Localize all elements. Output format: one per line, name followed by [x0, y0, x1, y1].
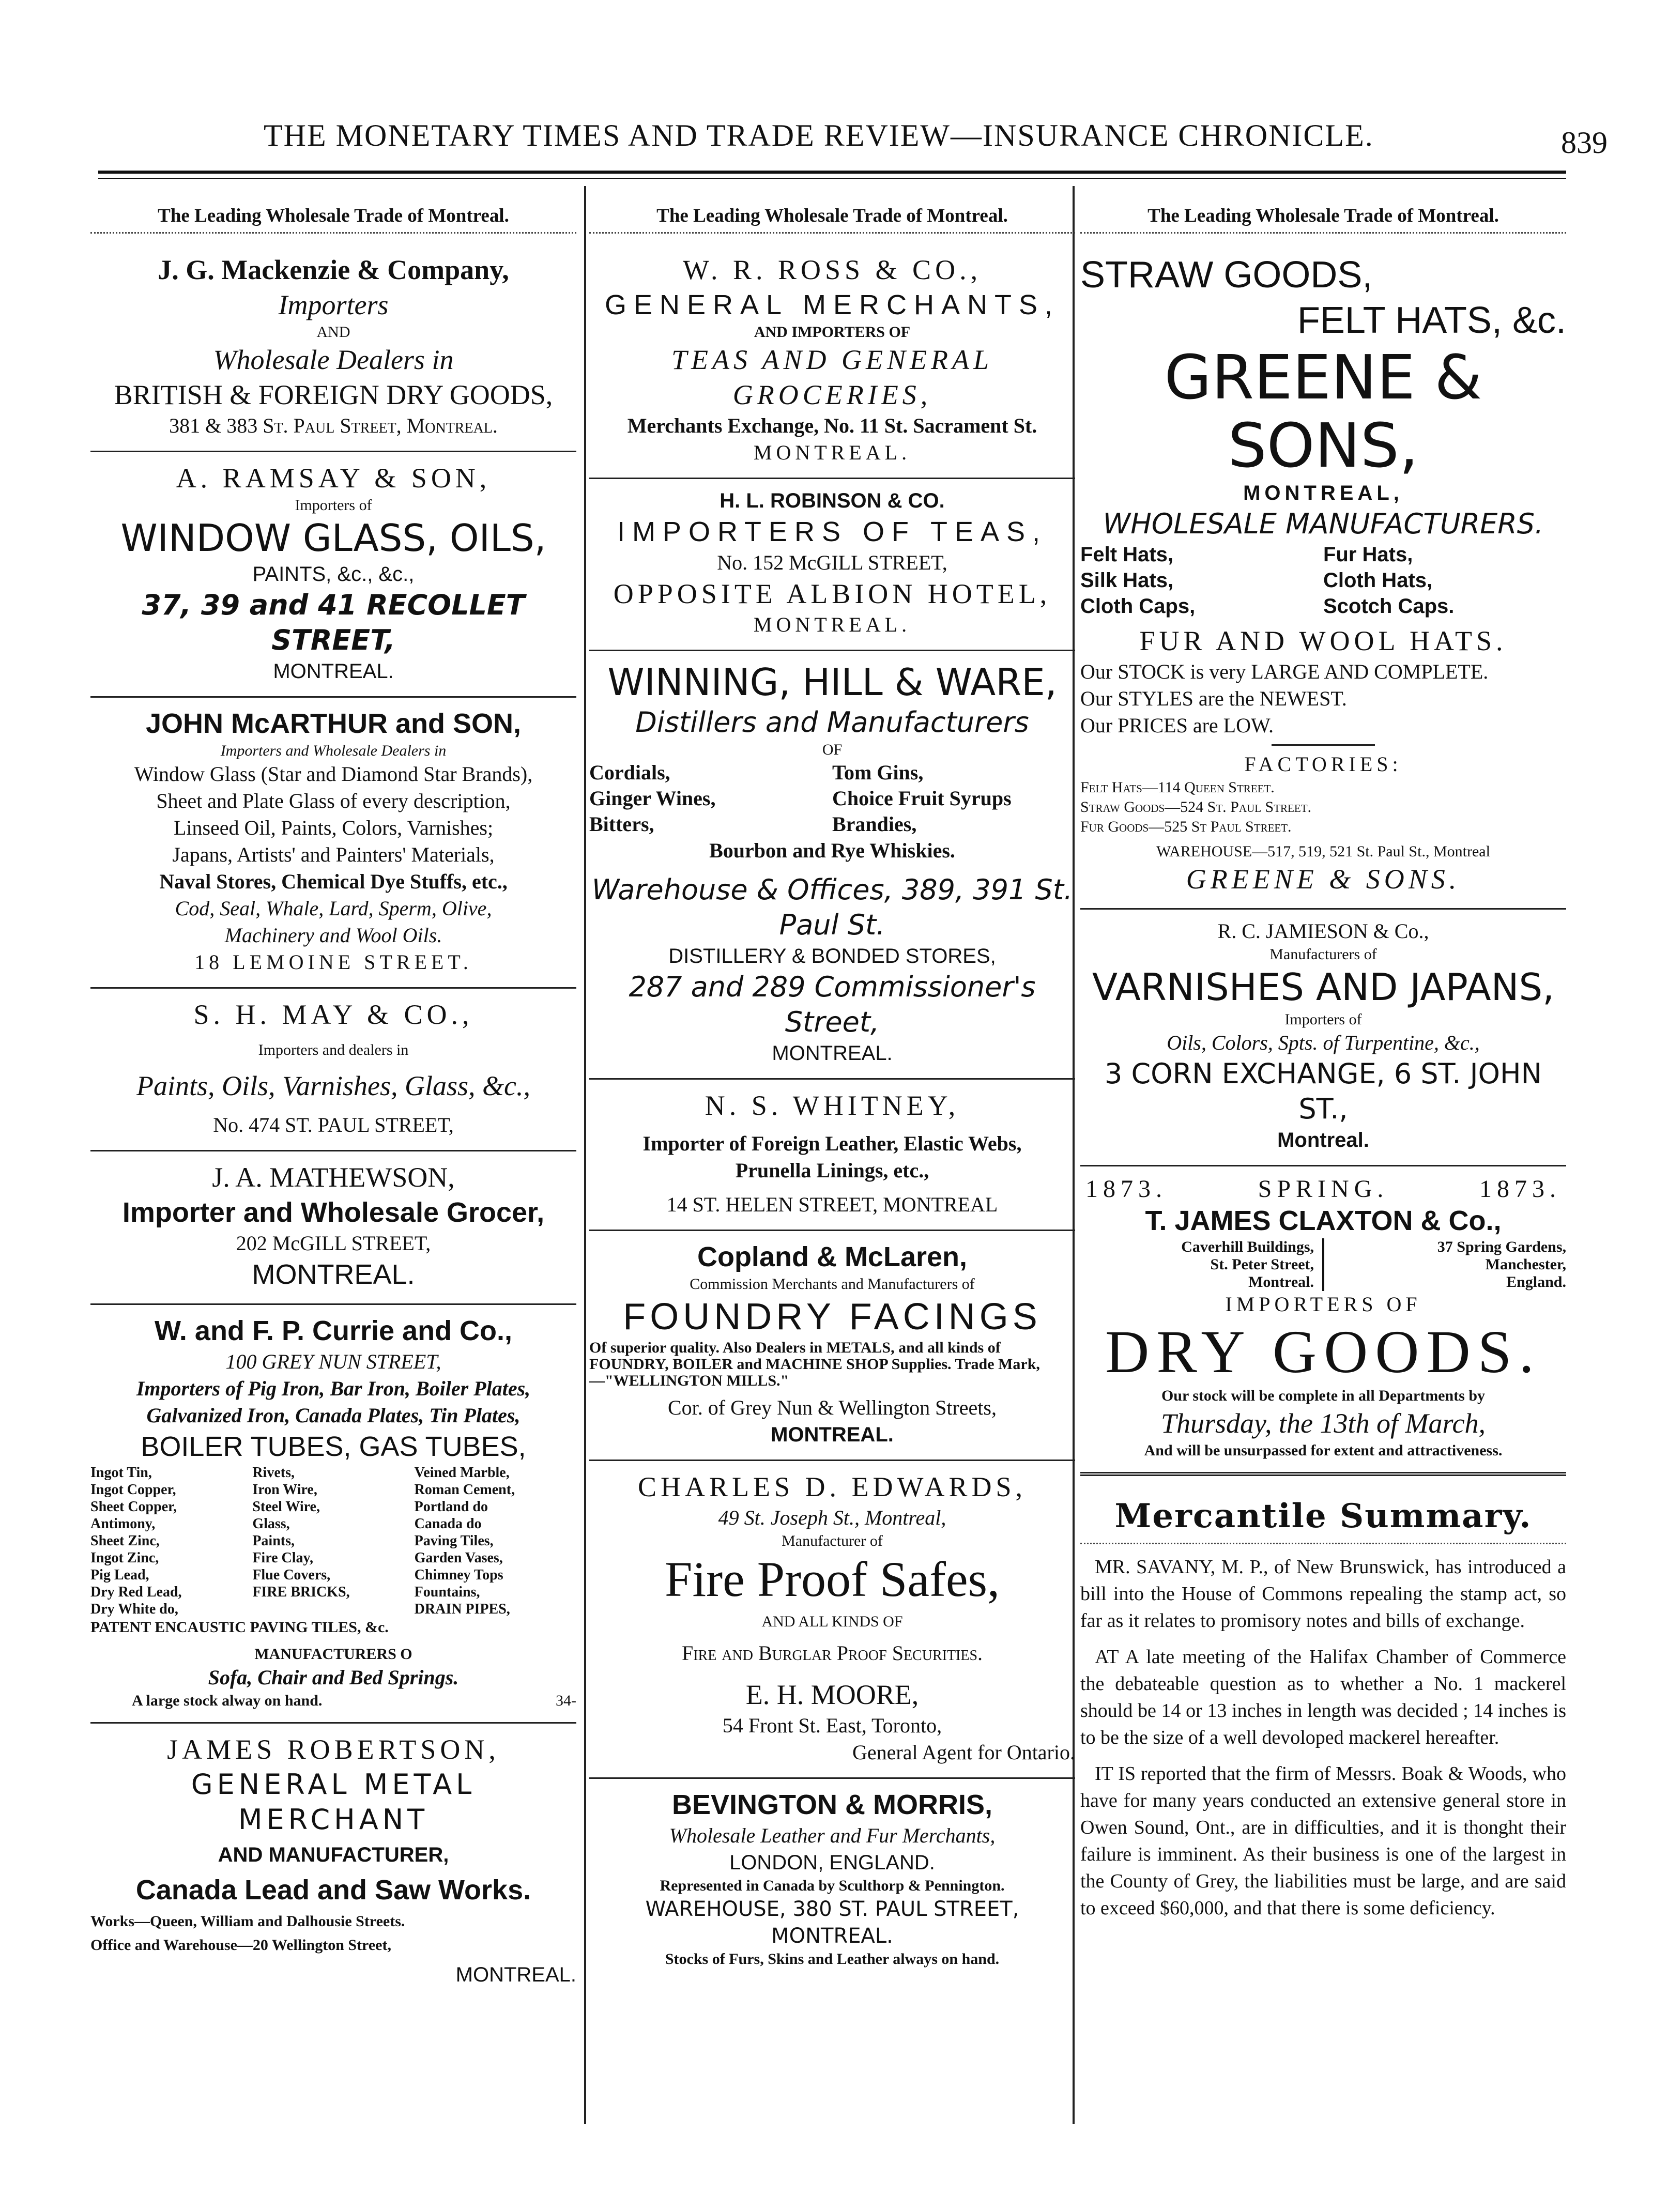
product-item: Ingot Copper,	[90, 1482, 176, 1498]
ad-line: Bourbon and Rye Whiskies.	[709, 839, 955, 862]
ad-line: Sheet and Plate Glass of every description,	[156, 789, 511, 812]
product-item: Ingot Tin,	[90, 1465, 152, 1481]
address-montreal	[1080, 1238, 1322, 1291]
ad-line: Our stock will be complete in all Departments by	[1161, 1387, 1486, 1404]
ad-line: Prunella Linings, etc.,	[735, 1159, 929, 1182]
ad-line: MONTREAL,	[1243, 482, 1403, 504]
product-item: Ginger Wines,	[589, 787, 716, 810]
ad-line: Naval Stores, Chemical Dye Stuffs, etc.,	[159, 870, 508, 893]
address-line: St. Peter Street,	[1210, 1256, 1314, 1273]
ad-line: DISTILLERY & BONDED STORES,	[668, 945, 996, 967]
product-list	[589, 760, 1075, 837]
column-right	[1080, 196, 1566, 1922]
ad-line: Wholesale Dealers in	[213, 344, 454, 375]
product-item: FIRE BRICKS,	[252, 1584, 350, 1600]
mercantile-summary	[1080, 1492, 1566, 1922]
summary-paragraph: AT A late meeting of the Halifax Chamber of Commerce the debateable question as to whether a No. 1 mackerel should be 14 or 13 inches in length was decided ; 14 inches is to be the size of a well devoloped mackerel hereafter.	[1080, 1646, 1566, 1748]
product-item: Dry Red Lead,	[90, 1584, 182, 1600]
ad-line: Fur Goods—525 St Paul Street.	[1080, 818, 1292, 835]
ad-address: No. 152 McGILL STREET,	[717, 551, 947, 574]
ad-mackenzie	[90, 244, 576, 452]
ad-address: 54 Front St. East, Toronto,	[722, 1714, 942, 1737]
ad-line: Sofa, Chair and Bed Springs.	[208, 1666, 459, 1689]
column-heading: The Leading Wholesale Trade of Montreal.	[1080, 196, 1566, 234]
product-item: Veined Marble,	[414, 1465, 510, 1481]
ad-footer	[90, 1691, 576, 1711]
ad-line: Oils, Colors, Spts. of Turpentine, &c.,	[1167, 1031, 1480, 1054]
ad-line: Straw Goods—524 St. Paul Street.	[1080, 798, 1312, 816]
ad-line: Felt Hats—114 Queen Street.	[1080, 779, 1275, 796]
ad-line: Our STOCK is very LARGE AND COMPLETE.	[1080, 660, 1489, 683]
ad-line: Stocks of Furs, Skins and Leather always on hand.	[665, 1950, 1000, 1968]
ad-line: Cod, Seal, Whale, Lard, Sperm, Olive,	[175, 897, 492, 920]
ad-line: AND MANUFACTURER,	[218, 1844, 449, 1866]
ad-line: TEAS AND GENERAL GROCERIES,	[671, 344, 993, 410]
ad-line: 37, 39 and 41 RECOLLET STREET,	[142, 589, 525, 656]
product-item: Scotch Caps.	[1323, 595, 1455, 618]
ad-line: Importers and dealers in	[258, 1041, 409, 1058]
ad-line: Our STYLES are the NEWEST.	[1080, 687, 1347, 710]
ad-line: AND	[316, 324, 350, 341]
ad-line: MONTREAL.	[252, 1259, 415, 1290]
page-header	[98, 118, 1608, 159]
ad-address: 18 LEMOINE STREET.	[194, 950, 472, 974]
ad-line: Wholesale Leather and Fur Merchants,	[669, 1824, 996, 1847]
ad-line: Importer and Wholesale Grocer,	[122, 1197, 545, 1228]
year-label: 1873.	[1085, 1175, 1167, 1203]
ad-line: BOILER TUBES, GAS TUBES,	[141, 1431, 526, 1462]
column-heading: The Leading Wholesale Trade of Montreal.	[589, 196, 1075, 234]
ad-title: WINNING, HILL & WARE,	[607, 660, 1057, 704]
ad-address: 49 St. Joseph St., Montreal,	[718, 1506, 946, 1529]
ad-line: AND ALL KINDS OF	[761, 1613, 903, 1630]
season-label: SPRING.	[1258, 1175, 1389, 1203]
ad-line: E. H. MOORE,	[745, 1679, 919, 1710]
ad-greene	[1080, 244, 1566, 910]
ad-line: MONTREAL.	[753, 441, 911, 464]
ad-robertson	[90, 1724, 576, 2000]
ad-line: Works—Queen, William and Dalhousie Streets.	[90, 1913, 405, 1930]
ad-title: R. C. JAMIESON & Co.,	[1217, 919, 1429, 943]
ad-line: MONTREAL.	[772, 1042, 893, 1065]
ad-line: FUR AND WOOL HATS.	[1139, 625, 1507, 656]
product-item: Canada do	[414, 1516, 482, 1532]
ad-line: STRAW GOODS,	[1080, 254, 1373, 296]
ad-title: N. S. WHITNEY,	[705, 1090, 960, 1121]
product-list	[1080, 542, 1566, 619]
product-item: Felt Hats,	[1080, 543, 1174, 566]
summary-paragraph: IT IS reported that the firm of Messrs. Boak & Woods, who have for many years conducted an extensive general store in Owen Sound, Ont., are in difficulties, and it is thonght their failure is imminent. As their business is one of the largest in the County of Grey, the liabilities must be large, and are said to exceed $60,000, and that there is some deficiency.	[1080, 1763, 1566, 1919]
ad-title: W. and F. P. Currie and Co.,	[154, 1315, 513, 1346]
ad-line: MONTREAL.	[771, 1423, 894, 1446]
ad-line: Our PRICES are LOW.	[1080, 714, 1274, 737]
ad-line: Importers of Pig Iron, Bar Iron, Boiler Plates,	[136, 1377, 531, 1400]
year-label: 1873.	[1479, 1175, 1561, 1203]
product-item: Sheet Copper,	[90, 1499, 177, 1515]
ad-address: No. 474 ST. PAUL STREET,	[213, 1113, 454, 1136]
ad-title: J. G. Mackenzie & Company,	[158, 254, 509, 285]
ad-line: GENERAL METAL MERCHANT	[191, 1768, 476, 1836]
product-item: Iron Wire,	[252, 1482, 317, 1498]
product-item: Portland do	[414, 1499, 488, 1515]
product-item: Paints,	[252, 1533, 295, 1549]
ad-line: AND IMPORTERS OF	[754, 324, 911, 341]
product-item: Paving Tiles,	[414, 1533, 494, 1549]
ad-line: OF	[822, 741, 843, 758]
ad-line: OPPOSITE ALBION HOTEL,	[613, 578, 1051, 609]
ad-winning	[589, 651, 1075, 1080]
ad-title: T. JAMES CLAXTON & Co.,	[1145, 1205, 1502, 1236]
address-line: England.	[1506, 1273, 1566, 1291]
ad-address: Warehouse & Offices, 389, 391 St. Paul St.	[591, 873, 1073, 941]
ad-currie	[90, 1305, 576, 1724]
product-item: Bitters,	[589, 812, 654, 836]
masthead-title: THE MONETARY TIMES AND TRADE REVIEW—INSURANCE CHRONICLE.	[264, 118, 1374, 152]
product-item: Sheet Zinc,	[90, 1533, 160, 1549]
ad-line: General Agent for Ontario.	[852, 1741, 1075, 1764]
column-left	[90, 196, 576, 2000]
ad-address: Cor. of Grey Nun & Wellington Streets,	[668, 1396, 997, 1419]
ad-line: MONTREAL.	[753, 613, 911, 636]
ad-copland	[589, 1231, 1075, 1461]
ad-may	[90, 989, 576, 1151]
ad-line: Importers of	[295, 497, 372, 514]
ad-line: Canada Lead and Saw Works.	[135, 1875, 531, 1906]
ad-ramsay	[90, 452, 576, 698]
ad-ross	[589, 244, 1075, 479]
ad-line: Window Glass (Star and Diamond Star Brands),	[134, 762, 533, 786]
ad-title: W. R. ROSS & CO.,	[682, 254, 982, 285]
ad-address: 100 GREY NUN STREET,	[225, 1350, 441, 1373]
column-divider	[584, 186, 586, 2124]
ad-line: Importers of	[1284, 1011, 1362, 1028]
product-item: Fountains,	[414, 1584, 480, 1600]
ad-line: PAINTS, &c., &c.,	[252, 563, 415, 586]
divider	[1272, 744, 1375, 746]
ad-line: FELT HATS, &c.	[1297, 300, 1566, 341]
ad-claxton	[1080, 1166, 1566, 1476]
product-item: Flue Covers,	[252, 1567, 331, 1583]
ad-line: MONTREAL.	[455, 1963, 576, 1986]
column-heading: The Leading Wholesale Trade of Montreal.	[90, 196, 576, 234]
ad-line: DRY GOODS.	[1105, 1318, 1541, 1386]
season-banner	[1080, 1175, 1566, 1203]
product-item: Fur Hats,	[1323, 543, 1413, 566]
ad-title: JOHN McARTHUR and SON,	[145, 708, 522, 739]
ad-title: Copland & McLaren,	[697, 1241, 968, 1272]
ad-line: PATENT ENCAUSTIC PAVING TILES, &c.	[90, 1619, 389, 1636]
product-item	[252, 1601, 414, 1618]
address-block	[1080, 1238, 1566, 1291]
ad-line: Linseed Oil, Paints, Colors, Varnishes;	[173, 816, 494, 839]
product-item: Garden Vases,	[414, 1550, 503, 1566]
ad-title: CHARLES D. EDWARDS,	[637, 1471, 1027, 1502]
ad-code: 34-	[556, 1692, 576, 1709]
ad-line: Importer of Foreign Leather, Elastic Webs,	[642, 1132, 1022, 1155]
ad-line: Commission Merchants and Manufacturers of	[690, 1276, 975, 1293]
ad-title: S. H. MAY & CO.,	[193, 999, 473, 1030]
ad-line: WHOLESALE MANUFACTURERS.	[1103, 508, 1544, 540]
ad-line: GENERAL MERCHANTS,	[604, 289, 1060, 320]
ad-line: Fire Proof Safes,	[665, 1552, 1000, 1607]
ad-address: 381 & 383 St. Paul Street, Montreal.	[169, 414, 498, 437]
ad-line: Galvanized Iron, Canada Plates, Tin Plates,	[146, 1404, 521, 1427]
ad-line: FACTORIES:	[1244, 752, 1402, 776]
header-rule	[98, 171, 1566, 174]
product-item: Choice Fruit Syrups	[832, 787, 1012, 810]
ad-line: A large stock alway on hand.	[132, 1692, 323, 1709]
ad-line: IMPORTERS OF TEAS,	[617, 516, 1048, 547]
ad-line: Manufacturers of	[1269, 946, 1377, 963]
ad-title: H. L. ROBINSON & CO.	[720, 489, 945, 512]
ad-line: LONDON, ENGLAND.	[729, 1851, 935, 1874]
product-item: Cloth Hats,	[1323, 569, 1433, 592]
product-item: Glass,	[252, 1516, 290, 1532]
ad-whitney	[589, 1080, 1075, 1231]
product-item: Tom Gins,	[832, 761, 924, 784]
ad-title: GREENE & SONS,	[1164, 342, 1482, 481]
ad-robinson	[589, 479, 1075, 651]
ad-address: WAREHOUSE, 380 ST. PAUL STREET, MONTREAL.	[645, 1897, 1019, 1948]
address-manchester	[1324, 1238, 1566, 1291]
header-rule-thin	[98, 178, 1566, 179]
ad-line: Thursday, the 13th of March,	[1161, 1408, 1486, 1439]
address-line: Montreal.	[1248, 1273, 1314, 1291]
section-title: Mercantile Summary.	[1080, 1492, 1566, 1544]
ad-line: FOUNDRY FACINGS	[623, 1296, 1042, 1338]
column-middle	[589, 196, 1075, 1980]
ad-line: Importers	[278, 289, 389, 320]
summary-paragraph: MR. SAVANY, M. P., of New Brunswick, has introduced a bill into the House of Commons repealing the stamp act, so far as it relates to promisory notes and bills of exchange.	[1080, 1556, 1566, 1632]
ad-line: GREENE & SONS.	[1186, 864, 1461, 895]
product-item: Fire Clay,	[252, 1550, 314, 1566]
ad-line: Importers and Wholesale Dealers in	[220, 742, 447, 759]
ad-bevington	[589, 1779, 1075, 1980]
ad-line: Office and Warehouse—20 Wellington Street,	[90, 1937, 391, 1954]
ad-line: BRITISH & FOREIGN DRY GOODS,	[114, 379, 553, 410]
ad-address: Merchants Exchange, No. 11 St. Sacrament St.	[627, 414, 1037, 437]
ad-edwards	[589, 1461, 1075, 1779]
address-line: 37 Spring Gardens,	[1437, 1238, 1566, 1255]
product-item: Dry White do,	[90, 1601, 178, 1617]
product-item: Silk Hats,	[1080, 569, 1174, 592]
ad-line: Distillers and Manufacturers	[635, 706, 1029, 739]
ad-title: BEVINGTON & MORRIS,	[671, 1789, 993, 1820]
product-item: Cloth Caps,	[1080, 595, 1196, 618]
ad-address: WAREHOUSE—517, 519, 521 St. Paul St., Montreal	[1156, 843, 1490, 860]
page-number: 839	[1561, 126, 1608, 160]
ad-address: 14 ST. HELEN STREET, MONTREAL	[666, 1193, 998, 1216]
ad-line: IMPORTERS OF	[1225, 1293, 1421, 1316]
ad-line: Paints, Oils, Varnishes, Glass, &c.,	[136, 1070, 531, 1101]
product-item: Cordials,	[589, 761, 670, 784]
ad-line: And will be unsurpassed for extent and attractiveness.	[1144, 1442, 1503, 1459]
product-item: Brandies,	[832, 812, 917, 836]
ad-line: MONTREAL.	[273, 660, 394, 683]
ad-title: JAMES ROBERTSON,	[167, 1734, 500, 1765]
ad-mathewson	[90, 1151, 576, 1305]
ad-address: 287 and 289 Commissioner's Street,	[629, 971, 1036, 1038]
ad-address: 202 McGILL STREET,	[236, 1232, 431, 1255]
ad-mcarthur	[90, 698, 576, 989]
product-item: DRAIN PIPES,	[414, 1601, 510, 1617]
product-item: Roman Cement,	[414, 1482, 515, 1498]
ad-title: A. RAMSAY & SON,	[176, 463, 491, 494]
product-item: Ingot Zinc,	[90, 1550, 159, 1566]
ad-line: Montreal.	[1277, 1129, 1369, 1151]
product-item: Chimney Tops	[414, 1567, 503, 1583]
ad-jamieson	[1080, 910, 1566, 1166]
ad-line: VARNISHES AND JAPANS,	[1092, 965, 1555, 1009]
product-list	[90, 1464, 576, 1618]
ad-line: MANUFACTURERS O	[254, 1646, 412, 1663]
address-line: Manchester,	[1485, 1256, 1566, 1273]
ad-line: Machinery and Wool Oils.	[224, 924, 442, 947]
ad-address: 3 CORN EXCHANGE, 6 ST. JOHN ST.,	[1104, 1057, 1542, 1125]
product-item: Pig Lead,	[90, 1567, 149, 1583]
ad-line: Of superior quality. Also Dealers in METALS, and all kinds of FOUNDRY, BOILER and MACHINE SHOP Supplies. Trade Mark,—"WELLINGTON MILLS."	[589, 1339, 1040, 1389]
product-item: Steel Wire,	[252, 1499, 320, 1515]
ad-title: J. A. MATHEWSON,	[212, 1162, 455, 1193]
ad-line: WINDOW GLASS, OILS,	[120, 516, 546, 560]
ad-line: Fire and Burglar Proof Securities.	[681, 1641, 983, 1665]
ad-line: Japans, Artists' and Painters' Materials,	[172, 843, 495, 866]
product-item: Rivets,	[252, 1465, 295, 1481]
ad-line: Represented in Canada by Sculthorp & Pennington.	[660, 1877, 1005, 1894]
ad-line: Manufacturer of	[782, 1532, 883, 1549]
address-line: Caverhill Buildings,	[1181, 1238, 1314, 1255]
product-item: Antimony,	[90, 1516, 156, 1532]
